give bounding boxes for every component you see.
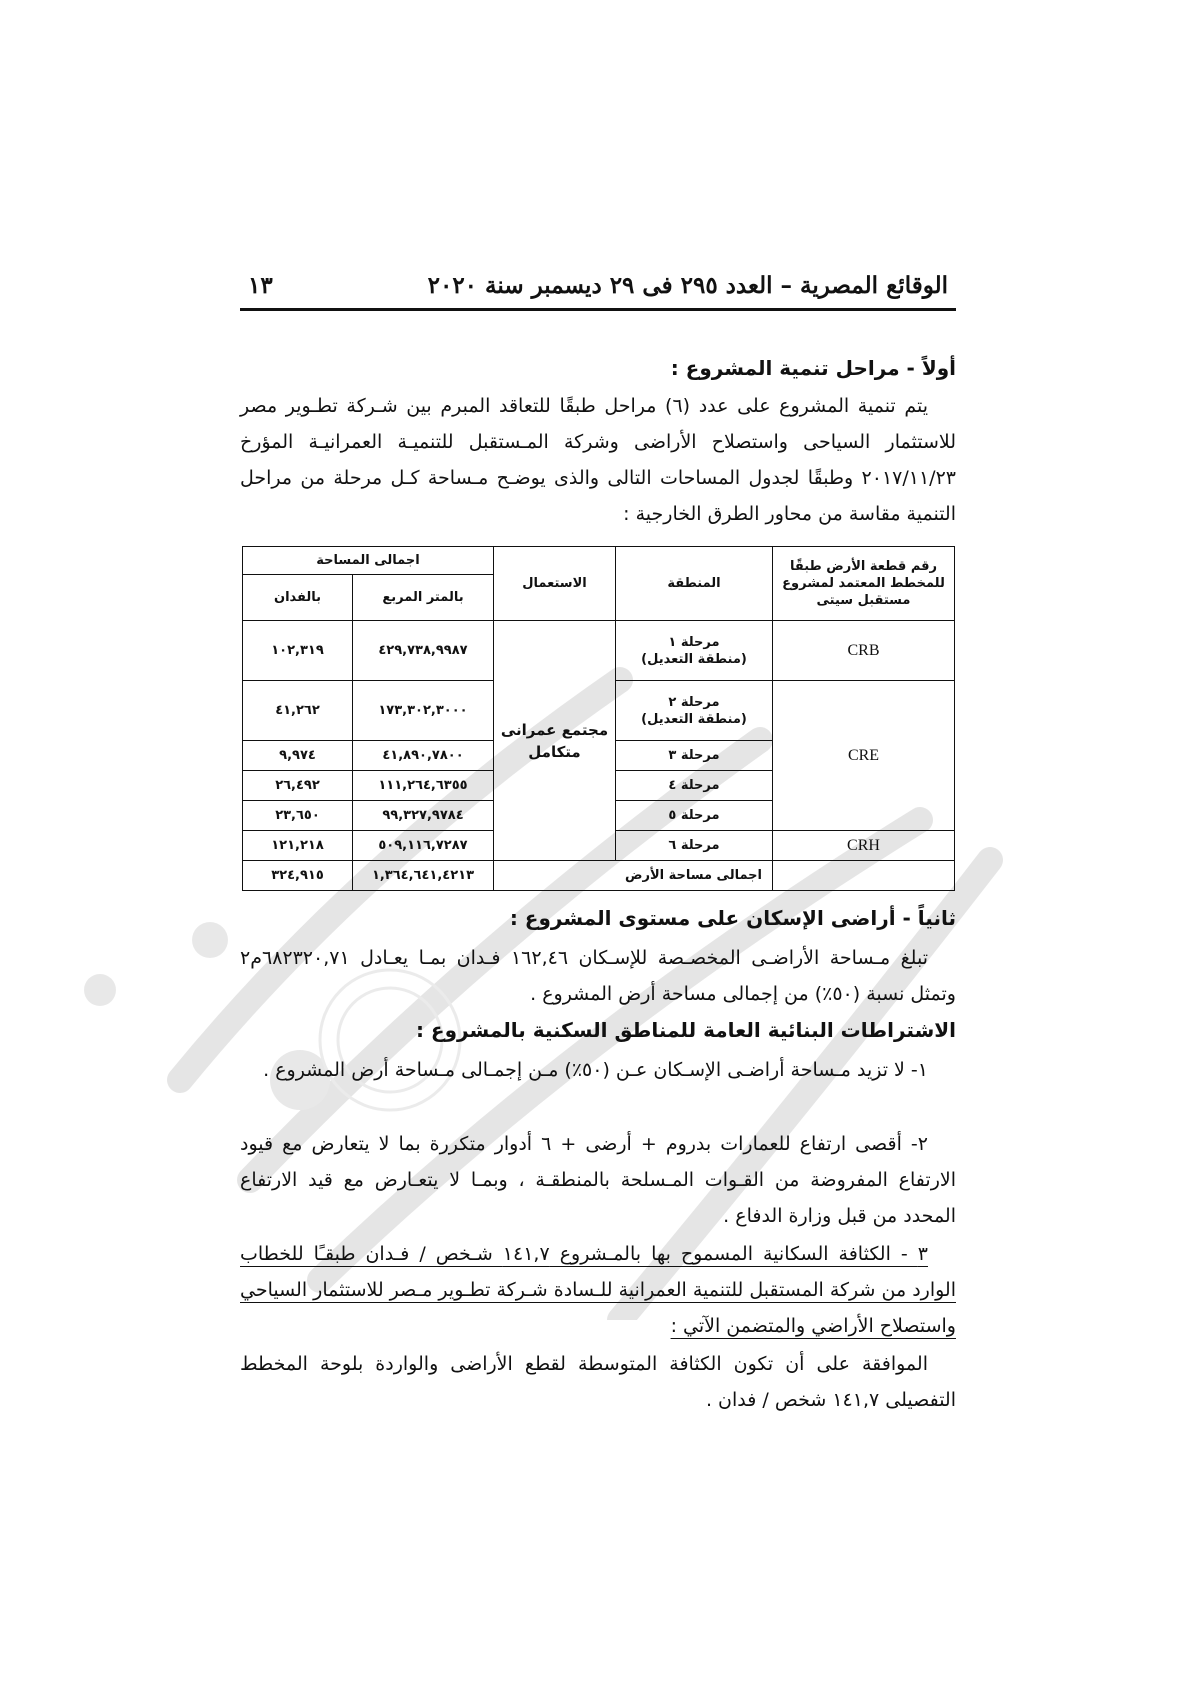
feddan-cell: ٤١,٢٦٢ xyxy=(243,681,353,741)
page-number: ١٣ xyxy=(248,272,273,299)
header-usage: الاستعمال xyxy=(494,547,616,621)
section3-heading: الاشتراطات البنائية العامة للمناطق السكنية بالمشروع : xyxy=(415,1018,956,1042)
table-total-row xyxy=(243,861,955,891)
section1-paragraph: يتم تنمية المشروع على عدد (٦) مراحل طبقًا للتعاقد المبرم بين شـركة تطـوير مصر للاستثمار السياحى واستصلاح الأراضى وشركة المـستقبل للتنميـة العمرانيـة المؤرخ ٢٠١٧/١١/٢٣ وطبقًا لجدول المساحات التالى والذى يوضـح مـساحة كـل مرحلة من مراحل التنمية مقاسة من محاور الطرق الخارجية : xyxy=(240,395,956,525)
header-sqm: بالمتر المربع xyxy=(353,575,494,621)
zone-cell: مرحلة ٤ xyxy=(616,771,773,801)
zone-cell: مرحلة ٢ (منطقة التعديل) xyxy=(616,681,773,741)
sqm-cell: ٥٠٩,١١٦,٧٢٨٧ xyxy=(353,831,494,861)
sqm-cell: ٤٢٩,٧٣٨,٩٩٨٧ xyxy=(353,621,494,681)
feddan-cell: ١٠٢,٣١٩ xyxy=(243,621,353,681)
sqm-cell: ٤١,٨٩٠,٧٨٠٠ xyxy=(353,741,494,771)
condition-item-3: ٣ - الكثافة السكانية المسموح بها بالمـشروع ١٤١,٧ شـخص / فـدان طبقـًا للخطاب الوارد من شركة المستقبل للتنمية العمرانية للـسادة شـركة تطـوير مـصر للاستثمار السياحي واستصلاح الأراضي والمتضمن الآتي : xyxy=(240,1243,956,1337)
zone-cell: مرحلة ٣ xyxy=(616,741,773,771)
condition-item-1: ١- لا تزيد مـساحة أراضـى الإسـكان عـن (٥٠٪) مـن إجمـالى مـساحة أرض المشروع . xyxy=(263,1059,928,1081)
feddan-cell: ٩,٩٧٤ xyxy=(243,741,353,771)
sqm-cell: ٩٩,٣٢٧,٩٧٨٤ xyxy=(353,801,494,831)
plot-code: CRE xyxy=(773,681,955,831)
header-zone: المنطقة xyxy=(616,547,773,621)
section2-heading: ثانياً - أراضى الإسكان على مستوى المشروع : xyxy=(509,906,956,930)
table-row xyxy=(243,621,955,681)
total-feddan: ٣٢٤,٩١٥ xyxy=(243,861,353,891)
condition-item-2: ٢- أقصى ارتفاع للعمارات بدروم + أرضى + ٦ أدوار متكررة بما لا يتعارض مع قيود الارتفاع المفروضة من القـوات المـسلحة بالمنطقـة ، وبمـا لا يتعـارض مع قيد الارتفاع المحدد من قبل وزارة الدفاع . xyxy=(240,1133,956,1227)
zone-cell: مرحلة ٦ xyxy=(616,831,773,861)
sqm-cell: ١٧٣,٣٠٢,٣٠٠٠ xyxy=(353,681,494,741)
gazette-title: الوقائع المصرية – العدد ٢٩٥ فى ٢٩ ديسمبر سنة ٢٠٢٠ xyxy=(427,272,948,299)
section1-heading: أولاً - مراحل تنمية المشروع : xyxy=(670,356,956,380)
plot-code: CRH xyxy=(773,831,955,861)
condition-item-4: الموافقة على أن تكون الكثافة المتوسطة لقطع الأراضى والواردة بلوحة المخطط التفصيلى ١٤١,٧ شخص / فدان . xyxy=(240,1353,956,1411)
feddan-cell: ٢٣,٦٥٠ xyxy=(243,801,353,831)
plot-code: CRB xyxy=(773,621,955,681)
page-header xyxy=(240,272,956,311)
zone-cell: مرحلة ٥ xyxy=(616,801,773,831)
areas-table xyxy=(242,546,955,891)
usage-cell: مجتمع عمرانى متكامل xyxy=(494,621,616,861)
header-feddan: بالفدان xyxy=(243,575,353,621)
header-total-area: اجمالى المساحة xyxy=(243,547,494,575)
sqm-cell: ١١١,٢٦٤,٦٣٥٥ xyxy=(353,771,494,801)
total-label: اجمالى مساحة الأرض xyxy=(494,861,773,891)
zone-cell: مرحلة ١ (منطقة التعديل) xyxy=(616,621,773,681)
feddan-cell: ٢٦,٤٩٢ xyxy=(243,771,353,801)
feddan-cell: ١٢١,٢١٨ xyxy=(243,831,353,861)
header-plot-number: رقم قطعة الأرض طبقًا للمخطط المعتمد لمشروع مستقبل سيتى xyxy=(773,547,955,621)
total-sqm: ١,٣٦٤,٦٤١,٤٢١٣ xyxy=(353,861,494,891)
section2-paragraph: تبلغ مـساحة الأراضـى المخصـصة للإسـكان ١٦٢,٤٦ فـدان بمـا يعـادل ٦٨٢٣٢٠,٧١م٢ وتمثل نسبة (٥٠٪) من إجمالى مساحة أرض المشروع . xyxy=(240,947,956,1005)
